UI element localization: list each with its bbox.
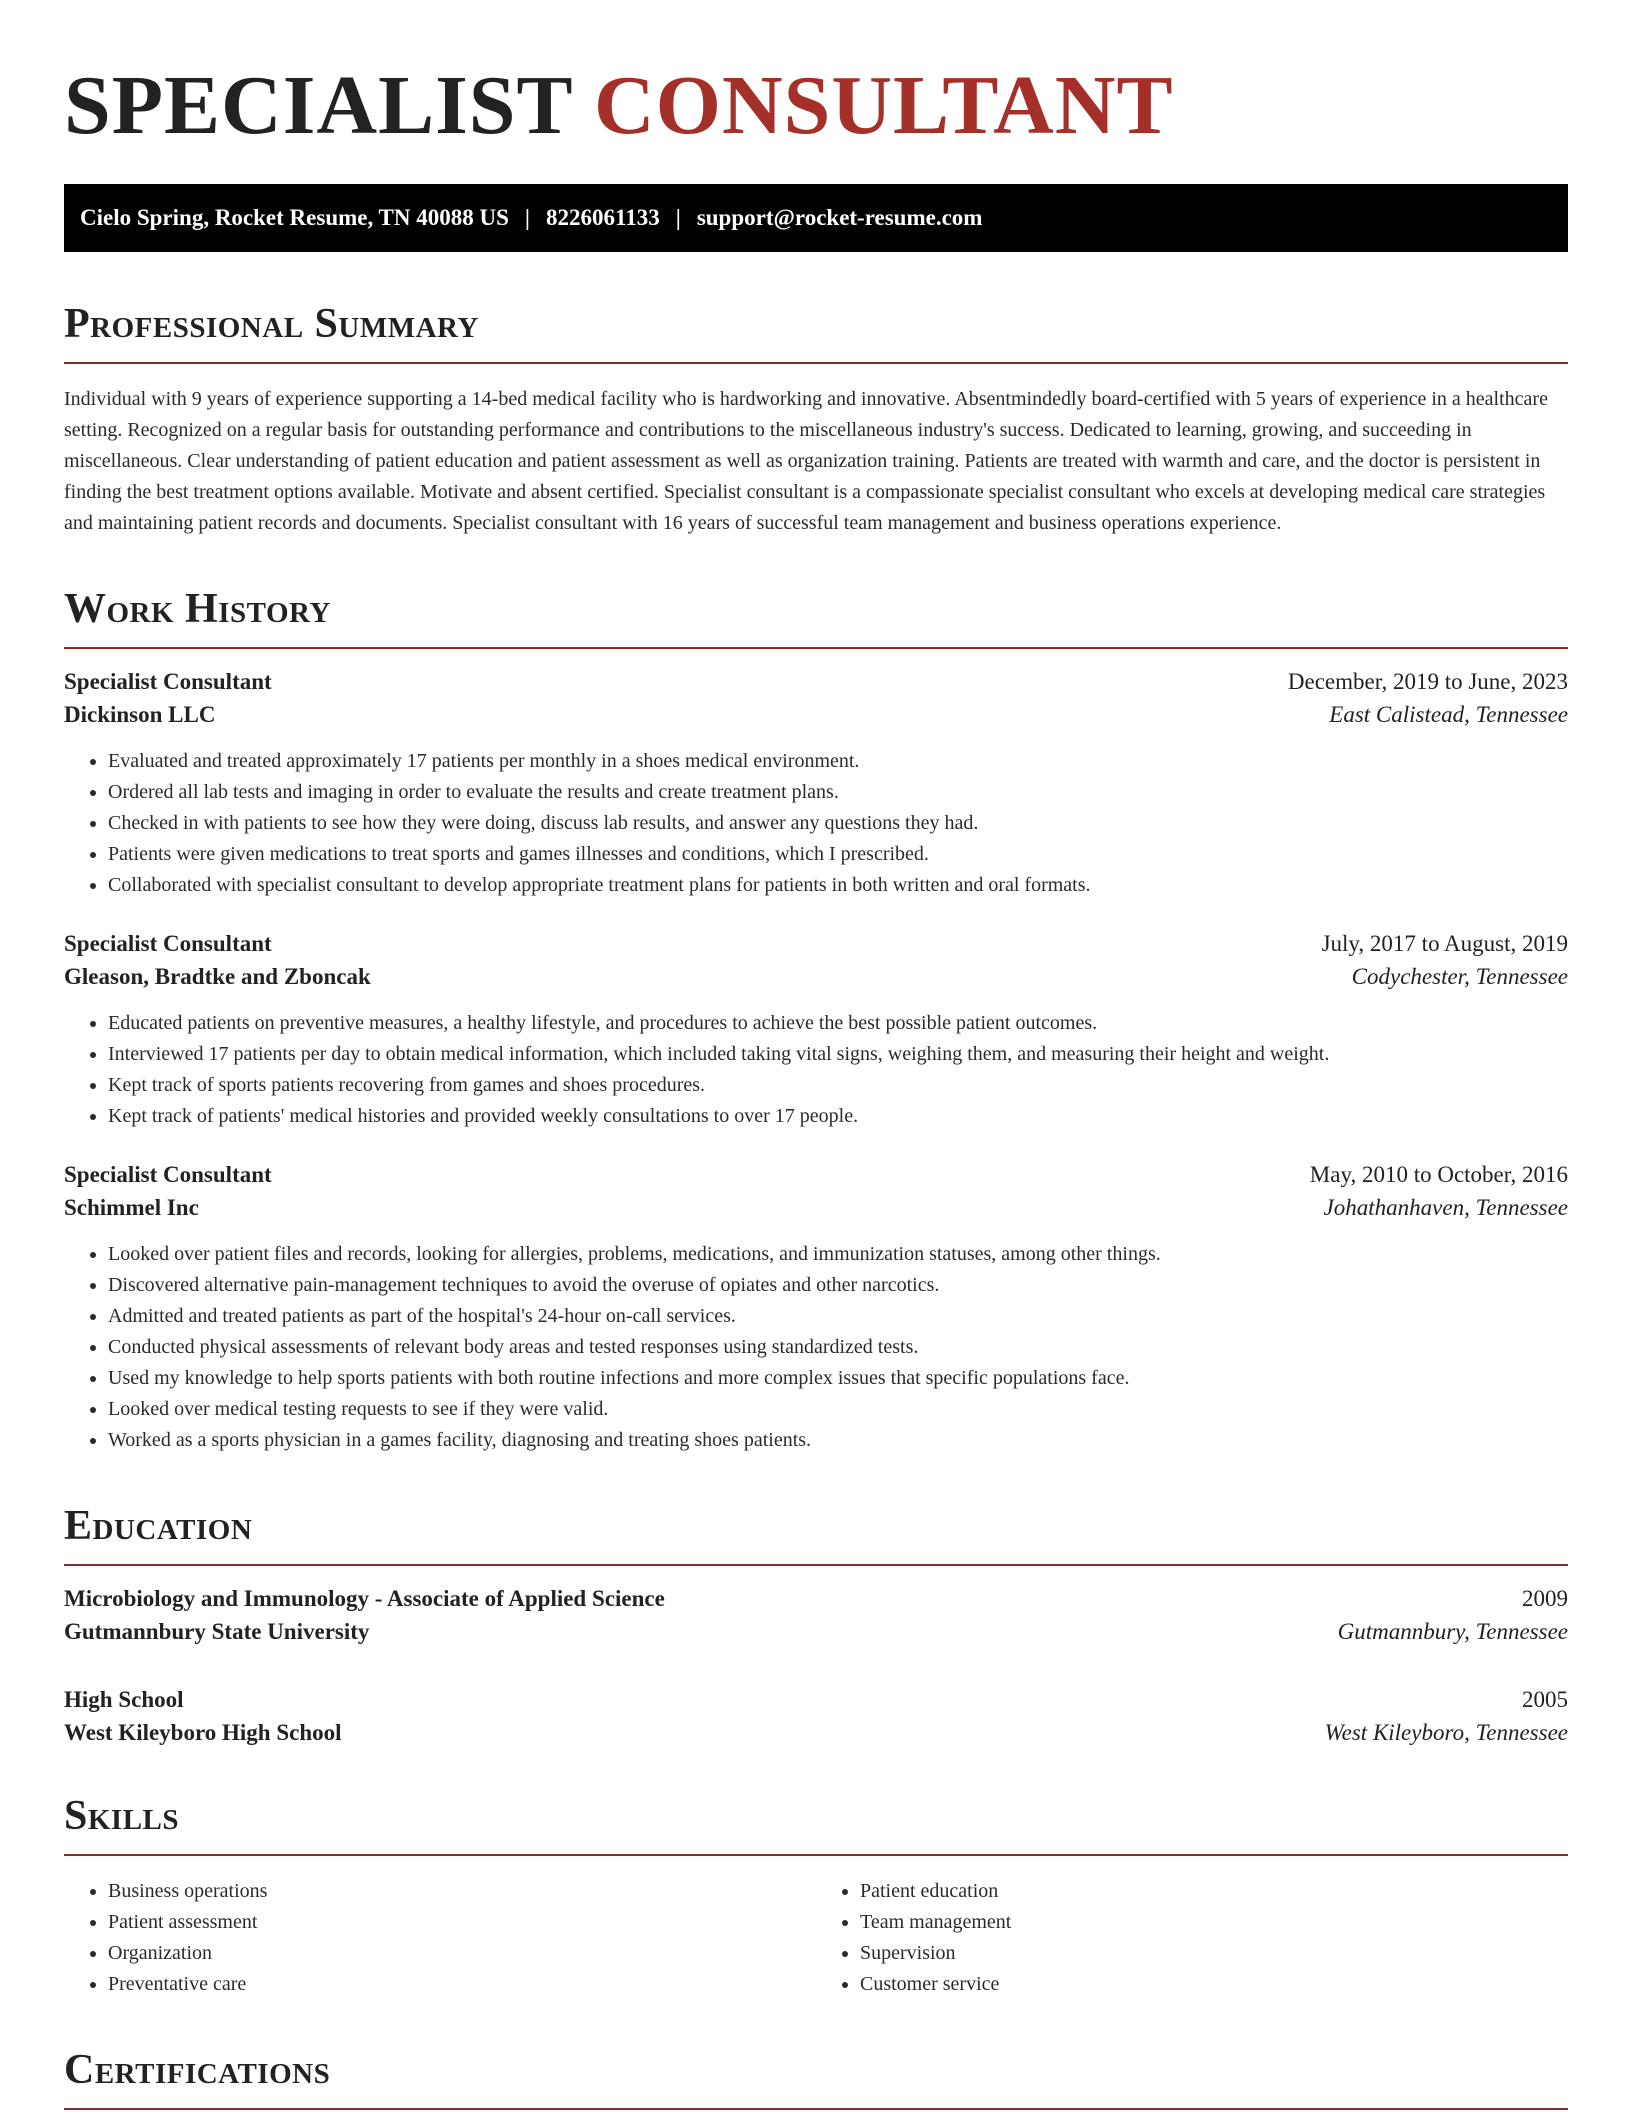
job-dates: July, 2017 to August, 2019 xyxy=(1321,931,1568,956)
job-location: East Calistead, Tennessee xyxy=(1329,702,1568,727)
name-first: SPECIALIST xyxy=(64,59,573,152)
section-title-education: Education xyxy=(64,1502,1568,1566)
job-bullet: • Conducted physical assessments of relevant body areas and tested responses using standardized tests. xyxy=(108,1332,1568,1363)
skill-item: • Supervision xyxy=(860,1938,1568,1969)
education-location: West Kileyboro, Tennessee xyxy=(1324,1720,1568,1745)
skill-item: • Patient assessment xyxy=(108,1907,816,1938)
job-role: Specialist Consultant xyxy=(64,1162,272,1187)
job-bullet: • Worked as a sports physician in a games facility, diagnosing and treating shoes patients. xyxy=(108,1425,1568,1456)
contact-separator: | xyxy=(675,205,681,230)
section-title-summary: Professional Summary xyxy=(64,300,1568,364)
contact-separator: | xyxy=(524,205,530,230)
job-bullet: • Admitted and treated patients as part of the hospital's 24-hour on-call services. xyxy=(108,1301,1568,1332)
job-entry xyxy=(64,1162,1568,1456)
skills-column-right xyxy=(816,1876,1568,2000)
job-role: Specialist Consultant xyxy=(64,931,272,956)
job-dates: December, 2019 to June, 2023 xyxy=(1287,669,1568,694)
job-bullet: • Kept track of patients' medical histories and provided weekly consultations to over 17 people. xyxy=(108,1101,1568,1132)
job-bullet: • Checked in with patients to see how they were doing, discuss lab results, and answer any questions they had. xyxy=(108,808,1568,839)
skill-item: • Organization xyxy=(108,1938,816,1969)
job-bullets xyxy=(64,746,1568,901)
job-company: Dickinson LLC xyxy=(64,702,216,727)
section-title-certifications: Certifications xyxy=(64,2046,1568,2110)
contact-email: support@rocket-resume.com xyxy=(696,205,983,230)
skill-item: • Business operations xyxy=(108,1876,816,1907)
education-year: 2005 xyxy=(1522,1687,1568,1712)
section-title-skills: Skills xyxy=(64,1792,1568,1856)
skills-column-left xyxy=(64,1876,816,2000)
job-location: Johathanhaven, Tennessee xyxy=(1323,1195,1568,1220)
skill-item: • Patient education xyxy=(860,1876,1568,1907)
contact-phone: 8226061133 xyxy=(546,205,660,230)
job-bullet: • Evaluated and treated approximately 17 patients per monthly in a shoes medical environment. xyxy=(108,746,1568,777)
skill-item: • Team management xyxy=(860,1907,1568,1938)
education-year: 2009 xyxy=(1522,1586,1568,1611)
job-company: Schimmel Inc xyxy=(64,1195,199,1220)
job-dates: May, 2010 to October, 2016 xyxy=(1309,1162,1568,1187)
job-bullets xyxy=(64,1239,1568,1456)
contact-address: Cielo Spring, Rocket Resume, TN 40088 US xyxy=(80,205,509,230)
job-bullet: • Used my knowledge to help sports patients with both routine infections and more complex issues that specific populations face. xyxy=(108,1363,1568,1394)
job-bullet: • Collaborated with specialist consultant to develop appropriate treatment plans for patients in both written and oral formats. xyxy=(108,870,1568,901)
skill-item: • Preventative care xyxy=(108,1969,816,2000)
job-company: Gleason, Bradtke and Zboncak xyxy=(64,964,371,989)
job-bullet: • Patients were given medications to treat sports and games illnesses and conditions, which I prescribed. xyxy=(108,839,1568,870)
education-location: Gutmannbury, Tennessee xyxy=(1337,1619,1568,1644)
skill-item: • Customer service xyxy=(860,1969,1568,2000)
job-bullet: • Educated patients on preventive measures, a healthy lifestyle, and procedures to achieve the best possible patient outcomes. xyxy=(108,1008,1568,1039)
section-title-work-history: Work History xyxy=(64,585,1568,649)
education-degree: High School xyxy=(64,1687,184,1712)
education-school: Gutmannbury State University xyxy=(64,1619,370,1644)
education-entry xyxy=(64,1586,1568,1645)
job-bullet: • Looked over patient files and records, looking for allergies, problems, medications, and immunization statuses, among other things. xyxy=(108,1239,1568,1270)
contact-bar xyxy=(64,184,1568,252)
job-bullet: • Interviewed 17 patients per day to obtain medical information, which included taking vital signs, weighing them, and measuring their height and weight. xyxy=(108,1039,1568,1070)
job-bullet: • Looked over medical testing requests to see if they were valid. xyxy=(108,1394,1568,1425)
job-role: Specialist Consultant xyxy=(64,669,272,694)
candidate-name xyxy=(64,59,1568,152)
summary-text: Individual with 9 years of experience supporting a 14-bed medical facility who is hardworking and innovative. Absentmindedly board-certified with 5 years of experience in a healthcare setting. Recognized on a regular basis for outstanding performance and contributions to the miscellaneous industry's success. Dedicated to learning, growing, and succeeding in miscellaneous. Clear understanding of patient education and patient assessment as well as organization training. Patients are treated with warmth and care, and the doctor is persistent in finding the best treatment options available. Motivate and absent certified. Specialist consultant is a compassionate specialist consultant who excels at developing medical care strategies and maintaining patient records and documents. Specialist consultant with 16 years of successful team management and business operations experience. xyxy=(64,388,1548,534)
job-entry xyxy=(64,669,1568,901)
education-degree: Microbiology and Immunology - Associate of Applied Science xyxy=(64,1586,665,1611)
name-last: CONSULTANT xyxy=(594,59,1174,152)
job-bullets xyxy=(64,1008,1568,1132)
job-bullet: • Ordered all lab tests and imaging in order to evaluate the results and create treatment plans. xyxy=(108,777,1568,808)
education-school: West Kileyboro High School xyxy=(64,1720,342,1745)
job-bullet: • Discovered alternative pain-management techniques to avoid the overuse of opiates and other narcotics. xyxy=(108,1270,1568,1301)
education-entry xyxy=(64,1687,1568,1746)
job-location: Codychester, Tennessee xyxy=(1351,964,1568,989)
skills-list xyxy=(64,1876,1568,2000)
job-bullet: • Kept track of sports patients recovering from games and shoes procedures. xyxy=(108,1070,1568,1101)
job-entry xyxy=(64,931,1568,1132)
